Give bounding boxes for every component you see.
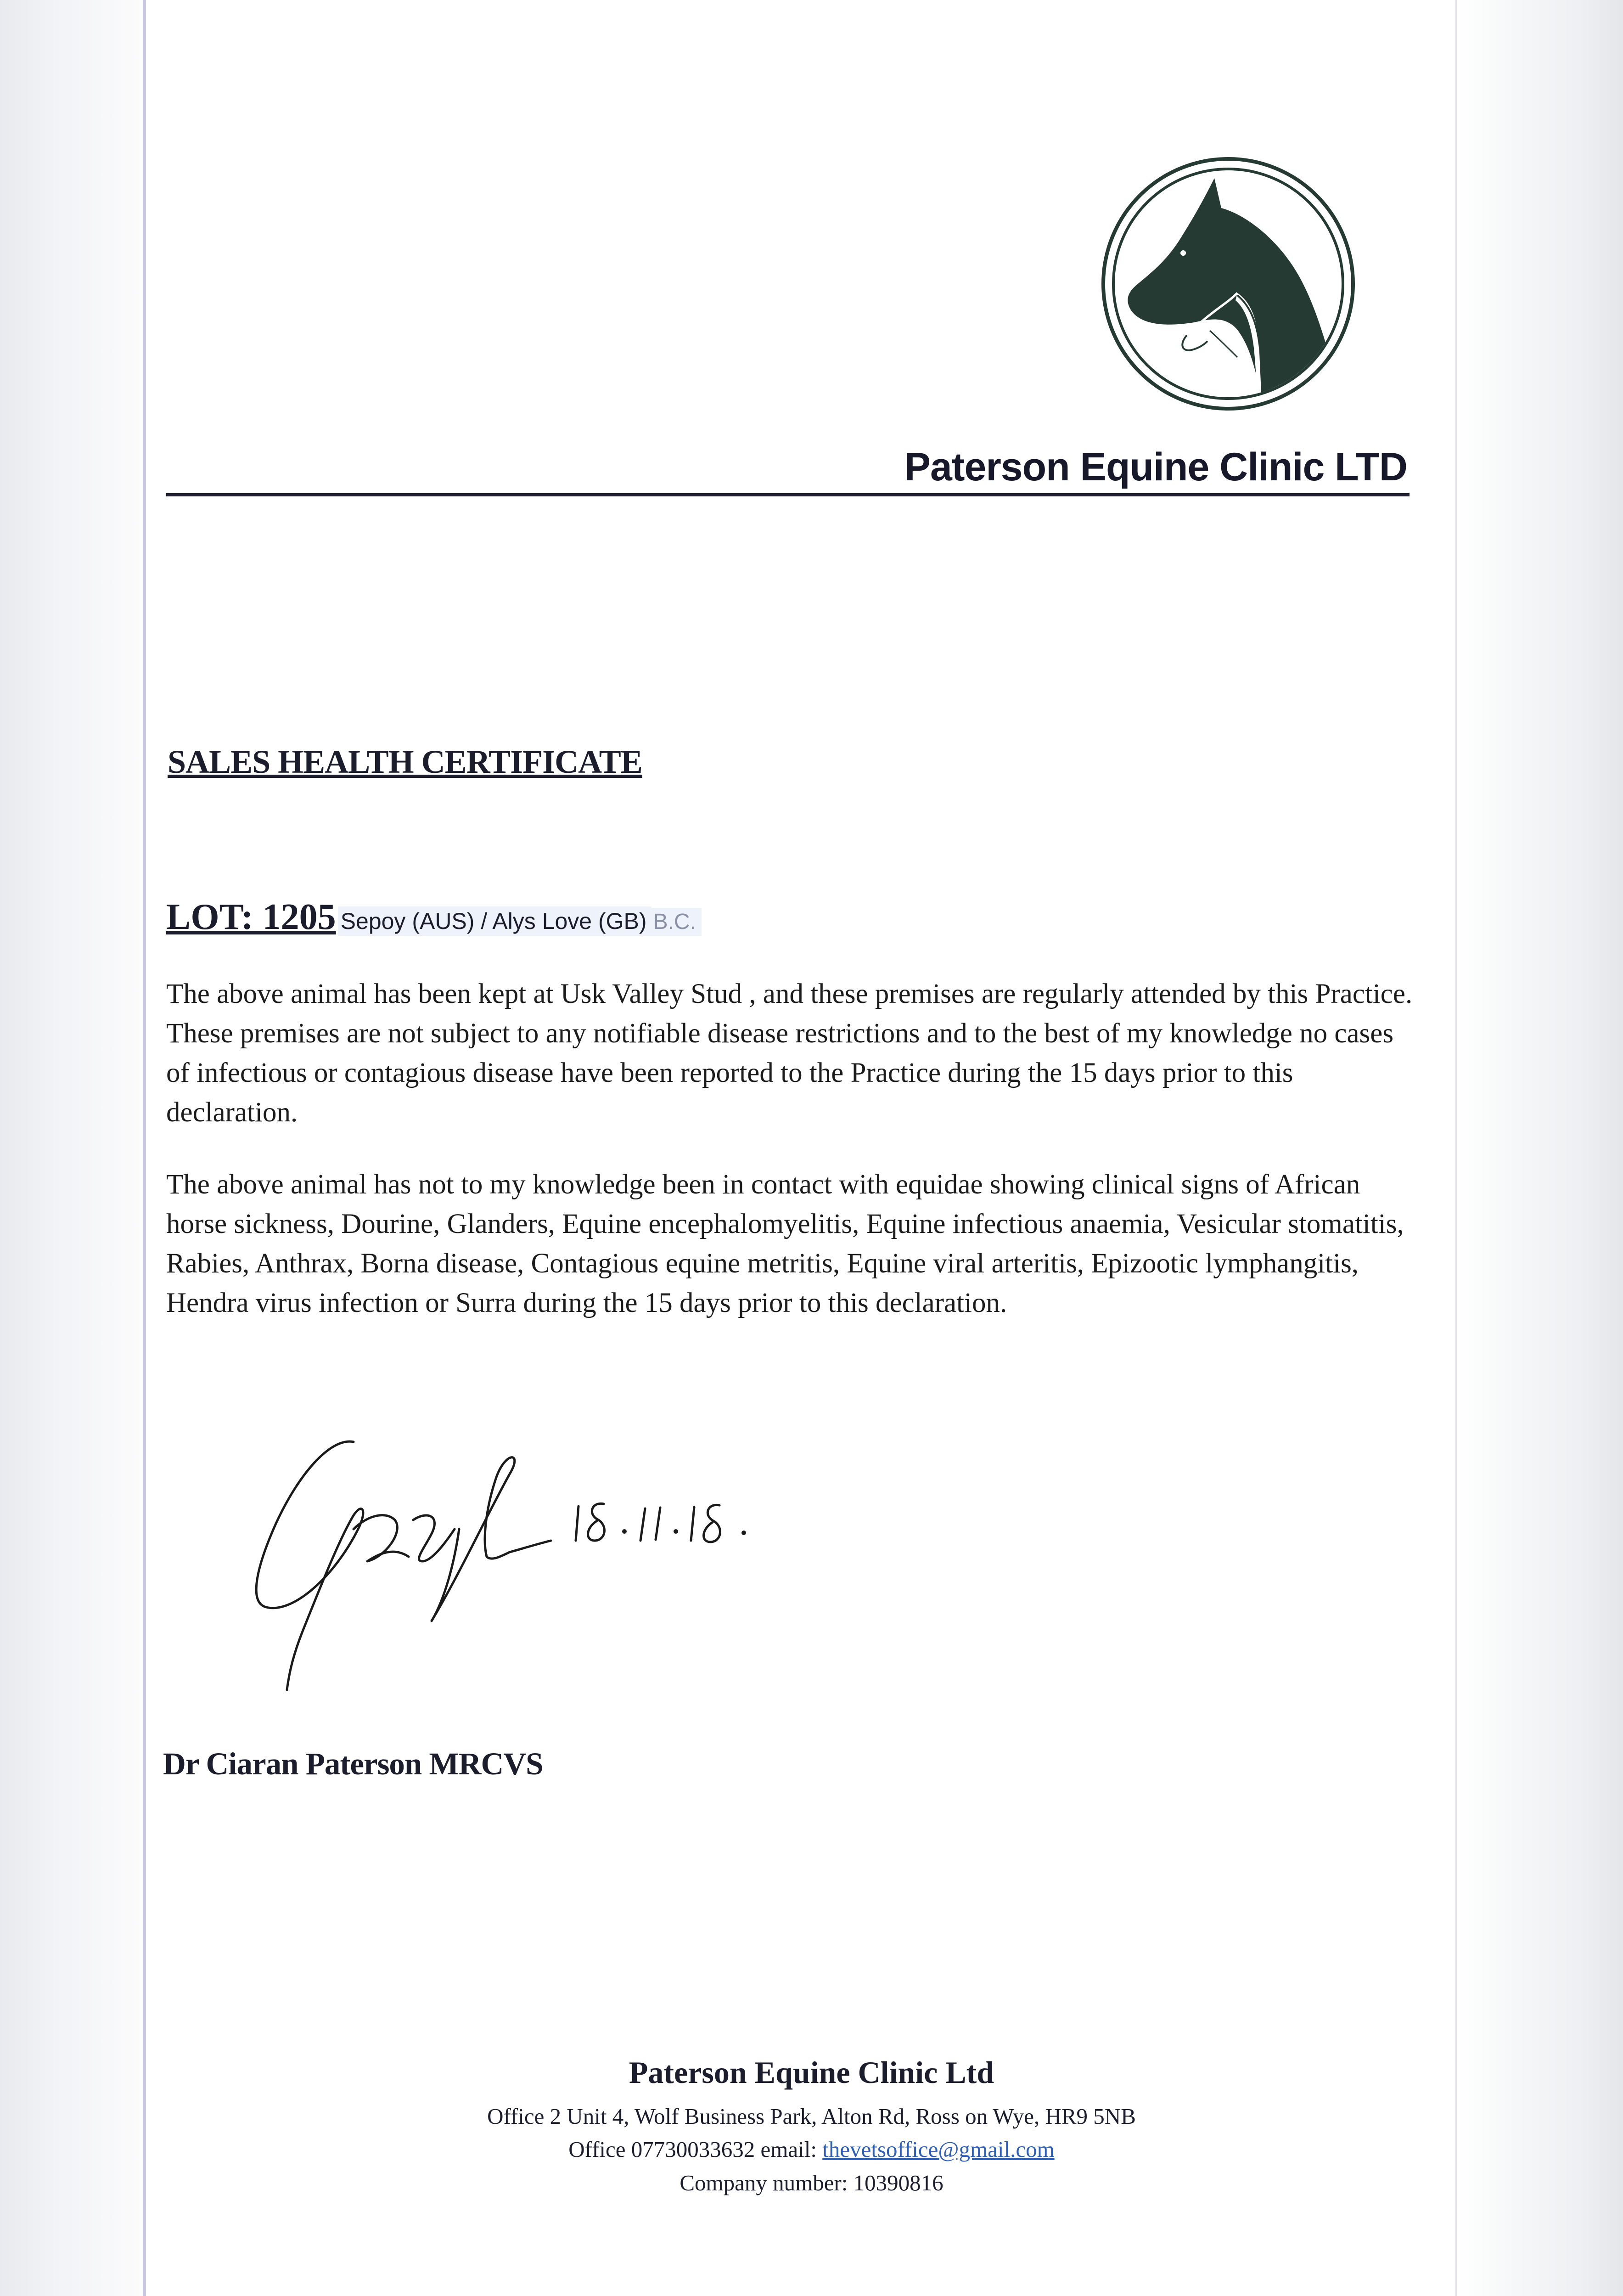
scan-margin-line [143, 0, 146, 2296]
footer-contact [0, 2136, 1623, 2162]
scan-shadow-right [1458, 0, 1623, 2296]
footer-company-number: Company number: 10390816 [680, 2170, 943, 2195]
premises-declaration: The above animal has been kept at Usk Valley Stud , and these premises are regularly attended by this Practice. These premises are not subject to any notifiable disease restrictions and to the best of my knowledge no cases of infectious or contagious disease have been reported to the Practice during the 15 days prior to this declaration. [166, 979, 1413, 1128]
lot-label: LOT: 1205 [166, 897, 336, 937]
signatory-name: Dr Ciaran Paterson MRCVS [163, 1746, 543, 1781]
horse-head-logo [1100, 155, 1357, 412]
scan-page-edge [1455, 0, 1457, 2296]
footer-email-link[interactable]: thevetsoffice@gmail.com [822, 2137, 1055, 2162]
signature [230, 1424, 826, 1717]
header-divider [166, 493, 1410, 496]
disease-declaration: The above animal has not to my knowledge been in contact with equidae showing clinical signs of African horse sickness, Dourine, Glanders, Equine encephalomyelitis, Equine infectious anaemia, Vesicular stomatitis, Rabies, Anthrax, Borna disease, Contagious equine metritis, Equine viral arteritis, Epizootic lymphangitis, Hendra virus infection or Surra during the 15 days prior to this declaration. [166, 1169, 1404, 1318]
lot-line [166, 896, 702, 938]
footer-office-phone: Office 07730033632 email: [568, 2137, 817, 2162]
clinic-name-header: Paterson Equine Clinic LTD [904, 445, 1407, 489]
footer-address: Office 2 Unit 4, Wolf Business Park, Alton Rd, Ross on Wye, HR9 5NB [487, 2104, 1136, 2129]
certificate-title: SALES HEALTH CERTIFICATE [168, 743, 642, 780]
footer-clinic-name: Paterson Equine Clinic Ltd [629, 2055, 994, 2090]
horse-type: B.C. [651, 908, 702, 936]
horse-pedigree: Sepoy (AUS) / Alys Love (GB) [338, 906, 651, 936]
scan-shadow-left [0, 0, 147, 2296]
